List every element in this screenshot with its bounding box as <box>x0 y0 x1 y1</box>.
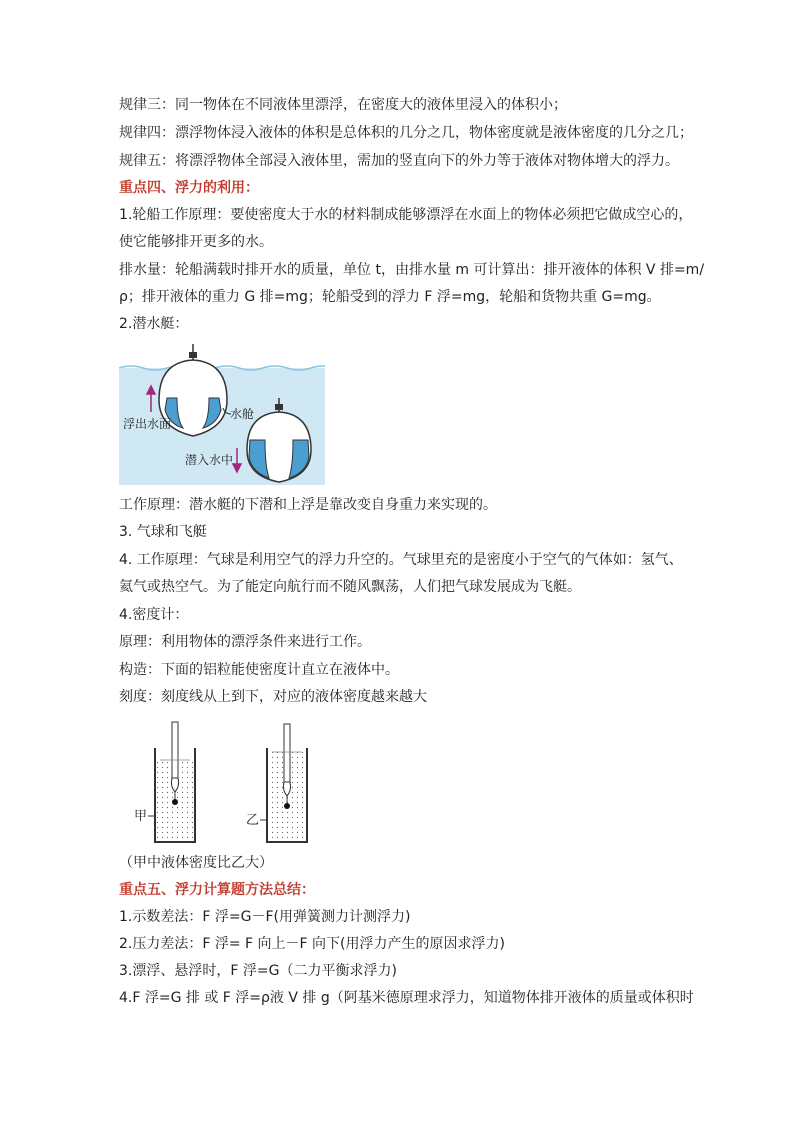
displacement-line-1: 排水量：轮船满载时排开水的质量，单位 t，由排水量 m 可计算出：排开液体的体积 V 排=m/ <box>119 262 705 278</box>
cylinder-yi <box>267 724 307 842</box>
submarine-figure <box>119 340 325 485</box>
balloon-principle-line-2: 氦气或热空气。为了能定向航行而不随风飘荡，人们把气球发展成为飞艇。 <box>119 579 581 595</box>
balloon-title: 3. 气球和飞艇 <box>119 524 207 540</box>
label-jia: 甲 <box>134 809 148 824</box>
surfacing-label: 浮出水面 <box>123 417 172 431</box>
hydrometer-principle: 原理：利用物体的漂浮条件来进行工作。 <box>119 634 371 650</box>
hydrometer-structure: 构造：下面的铝粒能使密度计直立在液体中。 <box>119 662 399 678</box>
rule-3: 规律三：同一物体在不同液体里漂浮，在密度大的液体里浸入的体积小； <box>119 97 567 113</box>
rule-5: 规律五：将漂浮物体全部浸入液体里，需加的竖直向下的外力等于液体对物体增大的浮力。 <box>119 153 679 169</box>
cylinder-jia <box>155 722 195 842</box>
hydrometer-scale: 刻度：刻度线从上到下，对应的液体密度越来越大 <box>119 689 427 705</box>
balloon-principle-line-1: 4. 工作原理：气球是利用空气的浮力升空的。气球里充的是密度小于空气的气体如：氢气、 <box>119 552 683 568</box>
section-heading-4: 重点四、浮力的利用： <box>119 180 259 196</box>
hydrometer-figure <box>130 720 320 850</box>
method-1: 1.示数差法：F 浮=G－F(用弹簧测力计测浮力) <box>119 909 411 925</box>
tank-label: 水舱 <box>230 407 255 421</box>
displacement-line-2: ρ；排开液体的重力 G 排=mg；轮船受到的浮力 F 浮=mg，轮船和货物共重 G=mg。 <box>119 289 661 305</box>
method-3: 3.漂浮、悬浮时，F 浮=G（二力平衡求浮力) <box>119 963 397 979</box>
section-heading-5: 重点五、浮力计算题方法总结： <box>119 882 315 898</box>
ship-principle-line-1: 1.轮船工作原理：要使密度大于水的材料制成能够漂浮在水面上的物体必须把它做成空心的， <box>119 207 693 223</box>
diving-label: 潜入水中 <box>185 453 234 467</box>
label-yi: 乙 <box>246 813 260 828</box>
hydrometer-title: 4.密度计： <box>119 607 189 623</box>
method-4: 4.F 浮=G 排 或 F 浮=ρ液 V 排 g（阿基米德原理求浮力，知道物体排开液体的质量或体积时 <box>119 990 694 1006</box>
submarine-title: 2.潜水艇： <box>119 316 189 332</box>
ship-principle-line-2: 使它能够排开更多的水。 <box>119 234 273 250</box>
hydrometer-caption: （甲中液体密度比乙大） <box>119 855 273 871</box>
method-2: 2.压力差法：F 浮= F 向上－F 向下(用浮力产生的原因求浮力) <box>119 936 505 952</box>
submarine-principle: 工作原理：潜水艇的下潜和上浮是靠改变自身重力来实现的。 <box>119 497 497 513</box>
rule-4: 规律四：漂浮物体浸入液体的体积是总体积的几分之几，物体密度就是液体密度的几分之几； <box>119 125 693 141</box>
